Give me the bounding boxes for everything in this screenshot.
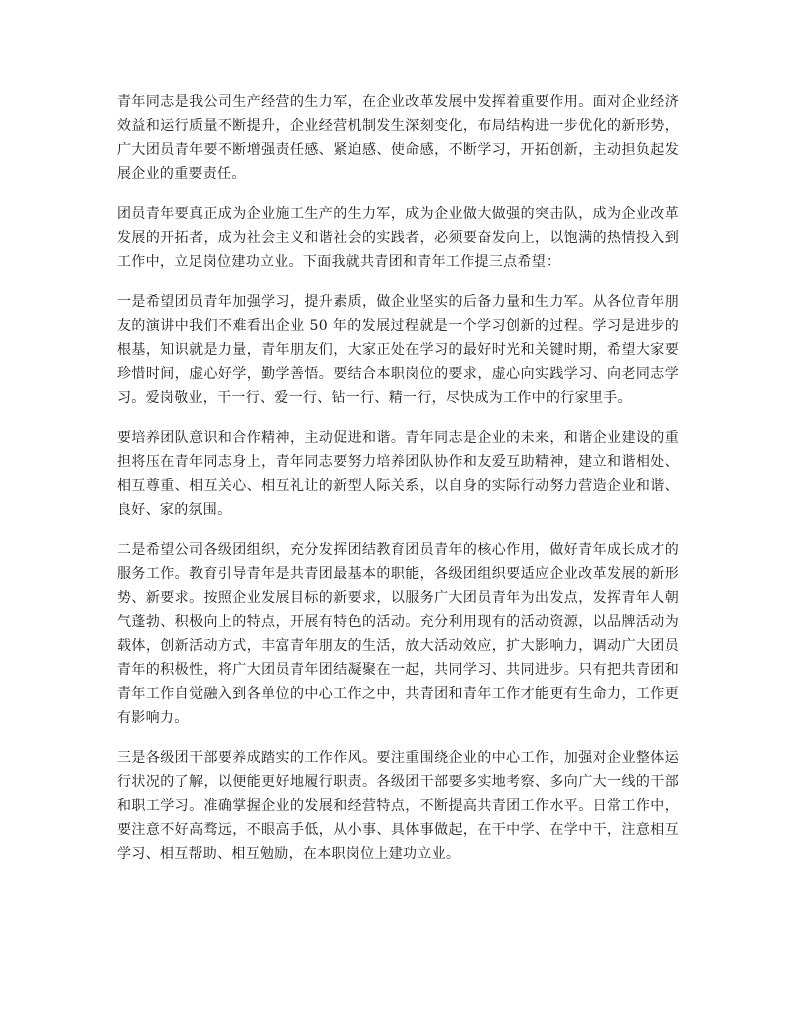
document-body [117,90,679,882]
paragraph-3: 一是希望团员青年加强学习，提升素质，做企业坚实的后备力量和生力军。从各位青年朋友的演讲中我们不难看出企业 50 年的发展过程就是一个学习创新的过程。学习是进步的根基，知识就是力量，青年朋友们，大家正处在学习的最好时光和关键时期，希望大家要珍惜时间，虚心好学，勤学善悟。要结合本职岗位的要求，虚心向实践学习、向老同志学习。爱岗敬业，干一行、爱一行、钻一行、精一行，尽快成为工作中的行家里手。 [117,294,679,406]
paragraph-2: 团员青年要真正成为企业施工生产的生力军，成为企业做大做强的突击队，成为企业改革发展的开拓者，成为社会主义和谐社会的实践者，必须要奋发向上，以饱满的热情投入到工作中，立足岗位建功立业。下面我就共青团和青年工作提三点希望： [117,206,679,270]
paragraph-4: 要培养团队意识和合作精神，主动促进和谐。青年同志是企业的未来，和谐企业建设的重担将压在青年同志身上，青年同志要努力培养团队协作和友爱互助精神，建立和谐相处、相互尊重、相互关心、相互礼让的新型人际关系，以自身的实际行动努力营造企业和谐、良好、家的氛围。 [117,430,679,518]
paragraph-1: 青年同志是我公司生产经营的生力军，在企业改革发展中发挥着重要作用。面对企业经济效益和运行质量不断提升，企业经营机制发生深刻变化，布局结构进一步优化的新形势，广大团员青年要不断增强责任感、紧迫感、使命感，不断学习，开拓创新，主动担负起发展企业的重要责任。 [117,94,679,182]
paragraph-6: 三是各级团干部要养成踏实的工作作风。要注重围绕企业的中心工作，加强对企业整体运行状况的了解，以便能更好地履行职责。各级团干部要多实地考察、多向广大一线的干部和职工学习。准确掌握企业的发展和经营特点，不断提高共青团工作水平。日常工作中，要注意不好高骛远，不眼高手低，从小事、具体事做起，在干中学、在学中干，注意相互学习、相互帮助、相互勉励，在本职岗位上建功立业。 [117,750,679,862]
paragraph-5: 二是希望公司各级团组织，充分发挥团结教育团员青年的核心作用，做好青年成长成才的服务工作。教育引导青年是共青团最基本的职能，各级团组织要适应企业改革发展的新形势、新要求。按照企业发展目标的新要求，以服务广大团员青年为出发点，发挥青年人朝气蓬勃、积极向上的特点，开展有特色的活动。充分利用现有的活动资源，以品牌活动为载体，创新活动方式，丰富青年朋友的生活，放大活动效应，扩大影响力，调动广大团员青年的积极性，将广大团员青年团结凝聚在一起，共同学习、共同进步。只有把共青团和青年工作自觉融入到各单位的中心工作之中，共青团和青年工作才能更有生命力，工作更有影响力。 [117,542,679,726]
